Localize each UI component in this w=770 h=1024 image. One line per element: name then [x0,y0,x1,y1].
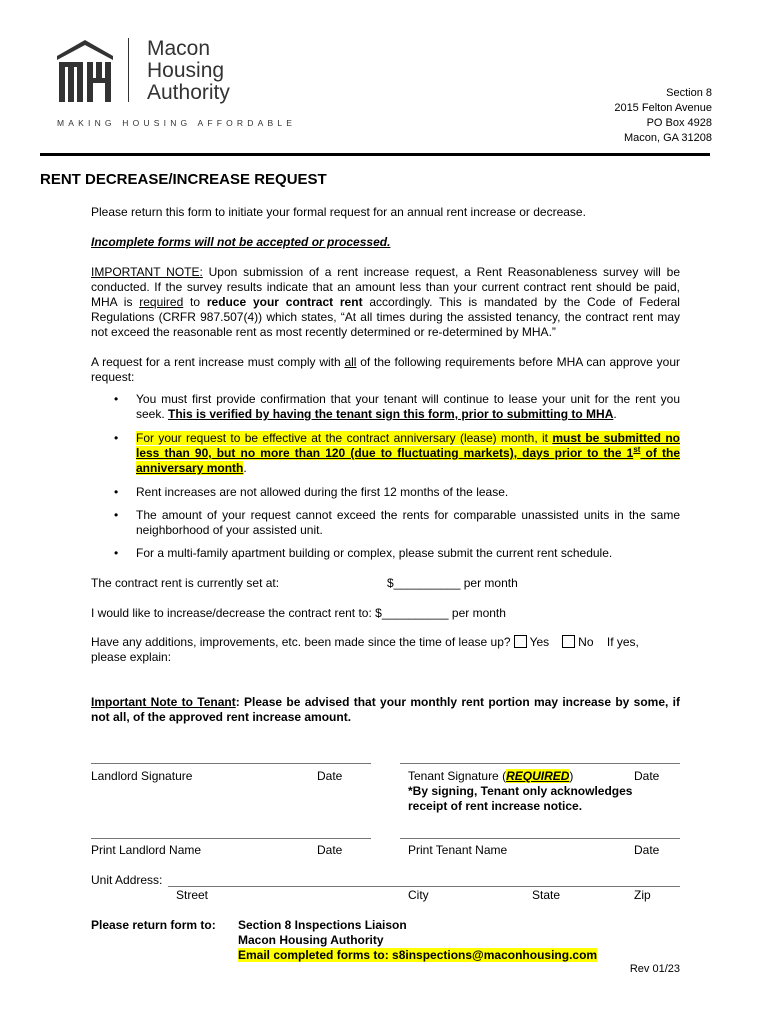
city-label: City [408,888,429,902]
form-title: RENT DECREASE/INCREASE REQUEST [40,171,327,188]
print-landlord-line[interactable] [91,838,371,839]
return-line2: Macon Housing Authority [238,933,384,947]
bullet-dot: • [114,485,119,499]
additions-question: Have any additions, improvements, etc. been made since the time of lease up? Yes No If yes, [91,635,639,649]
print-tenant-line[interactable] [400,838,680,839]
no-checkbox[interactable] [562,635,575,648]
landlord-signature-line[interactable] [91,763,371,764]
explain-label: please explain: [91,650,172,664]
tenant-signature-line[interactable] [400,763,680,764]
office-address: Section 8 2015 Felton Avenue PO Box 4928 Macon, GA 31208 [614,87,712,144]
requirement-item: For a multi-family apartment building or complex, please submit the current rent schedule. [136,546,613,560]
bullet-dot: • [114,546,119,560]
revision-label: Rev 01/23 [629,963,680,975]
requirement-item: For your request to be effective at the contract anniversary (lease) month, it must be submitted no less than 90, but no more than 120 (due to fluctuating markets), days prior to the 1st of the anniversary month. [136,431,681,475]
header-rule [40,153,710,156]
unit-address-line[interactable] [168,886,680,887]
requirements-intro: A request for a rent increase must comply with all of the following requirements before MHA can approve your request: [91,355,680,384]
tagline: MAKING HOUSING AFFORDABLE [57,118,297,128]
state-label: State [532,888,561,902]
mha-logo-icon [57,40,113,102]
street-label: Street [176,888,209,902]
print-tenant-label: Print Tenant Name [408,843,508,857]
print-landlord-label: Print Landlord Name [91,843,202,857]
logo-divider [128,38,129,102]
return-label: Please return form to: [91,918,216,932]
tenant-note: Important Note to Tenant: Please be advised that your monthly rent portion may increase by some, if not all, of the approved rent increase amount. [91,695,680,724]
requirement-item: The amount of your request cannot exceed the rents for comparable unassisted units in the same neighborhood of your assisted unit. [136,508,680,537]
current-rent-label: The contract rent is currently set at: [91,576,280,590]
requirement-item: Rent increases are not allowed during the first 12 months of the lease. [136,485,509,499]
intro-text: Please return this form to initiate your formal request for an annual rent increase or decrease. [91,205,586,219]
unit-address-label: Unit Address: [91,873,163,887]
tenant-date-label: Date [634,769,660,783]
tenant-signature-label: Tenant Signature (REQUIRED) [408,769,574,783]
yes-checkbox[interactable] [514,635,527,648]
landlord-signature-label: Landlord Signature [91,769,193,783]
bullet-dot: • [114,392,119,406]
important-note: IMPORTANT NOTE: Upon submission of a rent increase request, a Rent Reasonableness survey will be conducted. If the survey results indicate that an amount less than your current contract rent should be paid, MHA is required to reduce your contract rent accordingly. This is mandated by the Code of Federal Regulations (CRFR 987.507(4)) which states, “At all times during the assisted tenancy, the contract rent may not exceed the reasonable rent as most recently determined or re-determined by MHA.” [91,265,680,339]
bullet-dot: • [114,431,119,445]
tenant-acknowledgement: *By signing, Tenant only acknowledges receipt of rent increase notice. [408,784,633,813]
requirement-item: You must first provide confirmation that your tenant will continue to lease your unit for the rent you seek. This is verified by having the tenant sign this form, prior to submitting to MHA. [136,392,680,421]
zip-label: Zip [634,888,651,902]
landlord-date-label: Date [317,769,343,783]
return-email[interactable]: Email completed forms to: s8inspections@maconhousing.com [238,948,598,962]
incomplete-warning: Incomplete forms will not be accepted or processed. [91,235,391,249]
landlord-print-date-label: Date [317,843,343,857]
new-rent-field[interactable]: I would like to increase/decrease the contract rent to: $__________ per month [91,606,506,620]
tenant-print-date-label: Date [634,843,660,857]
bullet-dot: • [114,508,119,522]
return-line1: Section 8 Inspections Liaison [238,918,407,932]
current-rent-field[interactable]: $__________ per month [387,576,518,590]
org-name: Macon Housing Authority [147,37,230,104]
